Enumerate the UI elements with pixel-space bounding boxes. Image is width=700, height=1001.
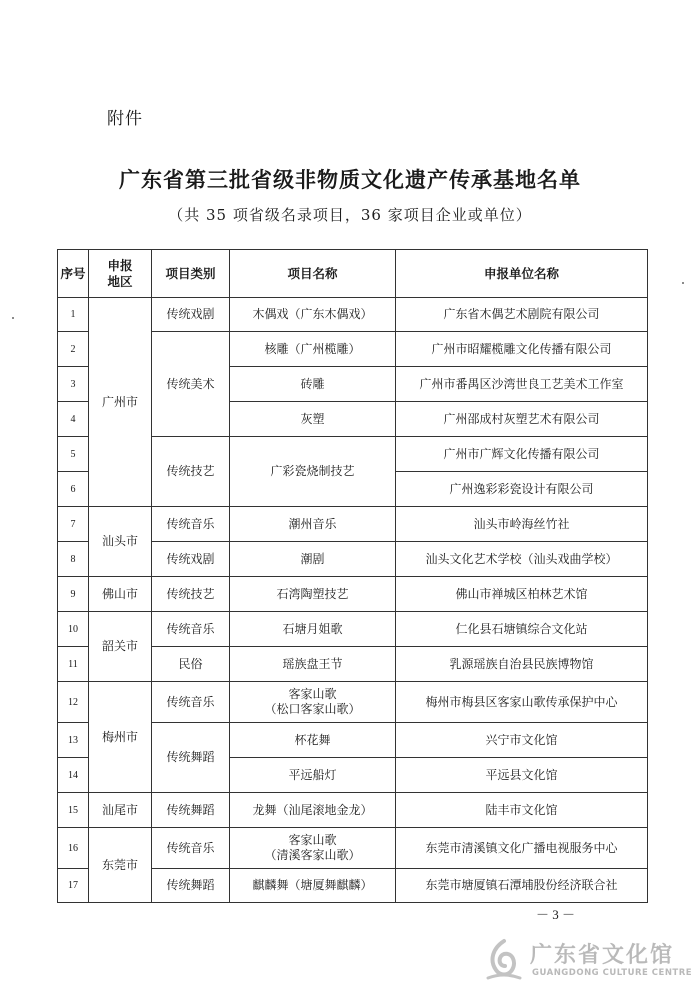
- row-no: 3: [58, 367, 89, 402]
- region-cell: 汕尾市: [89, 793, 152, 828]
- project-cell: 龙舞（汕尾滚地金龙）: [230, 793, 396, 828]
- row-no: 11: [58, 647, 89, 682]
- unit-cell: 陆丰市文化馆: [396, 793, 648, 828]
- unit-cell: 佛山市禅城区柏林艺术馆: [396, 577, 648, 612]
- document-subtitle: （共 35 项省级名录项目，36 家项目企业或单位）: [168, 206, 532, 224]
- row-no: 7: [58, 507, 89, 542]
- watermark-name: 广东省文化馆: [530, 943, 675, 968]
- row-no: 5: [58, 437, 89, 472]
- watermark: [484, 936, 694, 992]
- project-cell: 麒麟舞（塘厦舞麒麟）: [230, 869, 396, 903]
- row-no: 4: [58, 402, 89, 437]
- project-cell: 瑶族盘王节: [230, 647, 396, 682]
- header-project: 项目名称: [230, 250, 396, 298]
- header-no: 序号: [58, 250, 89, 298]
- unit-cell: 仁化县石塘镇综合文化站: [396, 612, 648, 647]
- category-cell: 传统音乐: [152, 612, 230, 647]
- project-cell: 潮州音乐: [230, 507, 396, 542]
- region-cell: 佛山市: [89, 577, 152, 612]
- project-cell: 木偶戏（广东木偶戏）: [230, 298, 396, 332]
- category-cell: 传统舞蹈: [152, 793, 230, 828]
- unit-cell: 广州市广辉文化传播有限公司: [396, 437, 648, 472]
- unit-cell: 广州市番禺区沙湾世良工艺美术工作室: [396, 367, 648, 402]
- row-no: 2: [58, 332, 89, 367]
- scan-speck: [12, 317, 14, 319]
- project-cell: [230, 682, 396, 723]
- unit-cell: 汕头市岭海丝竹社: [396, 507, 648, 542]
- row-no: 13: [58, 723, 89, 758]
- row-no: 17: [58, 869, 89, 903]
- project-cell: [230, 828, 396, 869]
- attachment-label: 附件: [107, 109, 143, 129]
- project-cell: 石湾陶塑技艺: [230, 577, 396, 612]
- unit-cell: 广州逸彩彩瓷设计有限公司: [396, 472, 648, 507]
- category-cell: 传统音乐: [152, 507, 230, 542]
- region-cell: 梅州市: [89, 682, 152, 793]
- unit-cell: 东莞市清溪镇文化广播电视服务中心: [396, 828, 648, 869]
- category-cell: 传统技艺: [152, 437, 230, 507]
- header-region: [89, 250, 152, 298]
- row-no: 9: [58, 577, 89, 612]
- row-no: 14: [58, 758, 89, 793]
- unit-cell: 广州市昭耀榄雕文化传播有限公司: [396, 332, 648, 367]
- row-no: 8: [58, 542, 89, 577]
- unit-cell: 乳源瑶族自治县民族博物馆: [396, 647, 648, 682]
- region-cell: 汕头市: [89, 507, 152, 577]
- table-row: [58, 828, 648, 869]
- category-cell: 传统音乐: [152, 682, 230, 723]
- table-row: [58, 298, 648, 332]
- region-cell: 东莞市: [89, 828, 152, 903]
- table-row: [58, 612, 648, 647]
- row-no: 6: [58, 472, 89, 507]
- unit-cell: 广州邵成村灰塑艺术有限公司: [396, 402, 648, 437]
- scan-speck: [682, 282, 684, 284]
- unit-cell: 汕头文化艺术学校（汕头戏曲学校）: [396, 542, 648, 577]
- category-cell: 传统技艺: [152, 577, 230, 612]
- culture-centre-logo-icon: [484, 938, 524, 982]
- row-no: 15: [58, 793, 89, 828]
- heritage-base-table: [57, 249, 648, 903]
- unit-cell: 梅州市梅县区客家山歌传承保护中心: [396, 682, 648, 723]
- project-cell: 广彩瓷烧制技艺: [230, 437, 396, 507]
- project-cell: 潮剧: [230, 542, 396, 577]
- row-no: 16: [58, 828, 89, 869]
- category-cell: 传统美术: [152, 332, 230, 437]
- header-region-text: 申报地区: [107, 257, 133, 289]
- project-name-subline: （清溪客家山歌）: [264, 848, 361, 862]
- row-no: 12: [58, 682, 89, 723]
- table-row: [58, 507, 648, 542]
- row-no: 1: [58, 298, 89, 332]
- project-name-subline: （松口客家山歌）: [264, 702, 361, 716]
- unit-cell: 东莞市塘厦镇石潭埔股份经济联合社: [396, 869, 648, 903]
- project-cell: 平远船灯: [230, 758, 396, 793]
- project-cell: 石塘月姐歌: [230, 612, 396, 647]
- project-cell: 杯花舞: [230, 723, 396, 758]
- unit-cell: 平远县文化馆: [396, 758, 648, 793]
- document-title: 广东省第三批省级非物质文化遗产传承基地名单: [119, 167, 581, 192]
- page-number: － 3 －: [536, 907, 576, 922]
- category-cell: 传统戏剧: [152, 298, 230, 332]
- category-cell: 传统舞蹈: [152, 723, 230, 793]
- unit-cell: 广东省木偶艺术剧院有限公司: [396, 298, 648, 332]
- project-cell: 核雕（广州榄雕）: [230, 332, 396, 367]
- row-no: 10: [58, 612, 89, 647]
- table-row: [58, 577, 648, 612]
- project-cell: 灰塑: [230, 402, 396, 437]
- category-cell: 传统舞蹈: [152, 869, 230, 903]
- region-cell: 韶关市: [89, 612, 152, 682]
- category-cell: 民俗: [152, 647, 230, 682]
- header-category: 项目类别: [152, 250, 230, 298]
- region-cell: 广州市: [89, 298, 152, 507]
- project-name-line: 客家山歌: [288, 833, 337, 847]
- category-cell: 传统音乐: [152, 828, 230, 869]
- unit-cell: 兴宁市文化馆: [396, 723, 648, 758]
- table-row: [58, 793, 648, 828]
- header-unit: 申报单位名称: [396, 250, 648, 298]
- category-cell: 传统戏剧: [152, 542, 230, 577]
- table-header-row: [58, 250, 648, 298]
- watermark-english: GUANGDONG CULTURE CENTRE: [532, 968, 693, 978]
- project-name-line: 客家山歌: [288, 687, 337, 701]
- table-row: [58, 682, 648, 723]
- project-cell: 砖雕: [230, 367, 396, 402]
